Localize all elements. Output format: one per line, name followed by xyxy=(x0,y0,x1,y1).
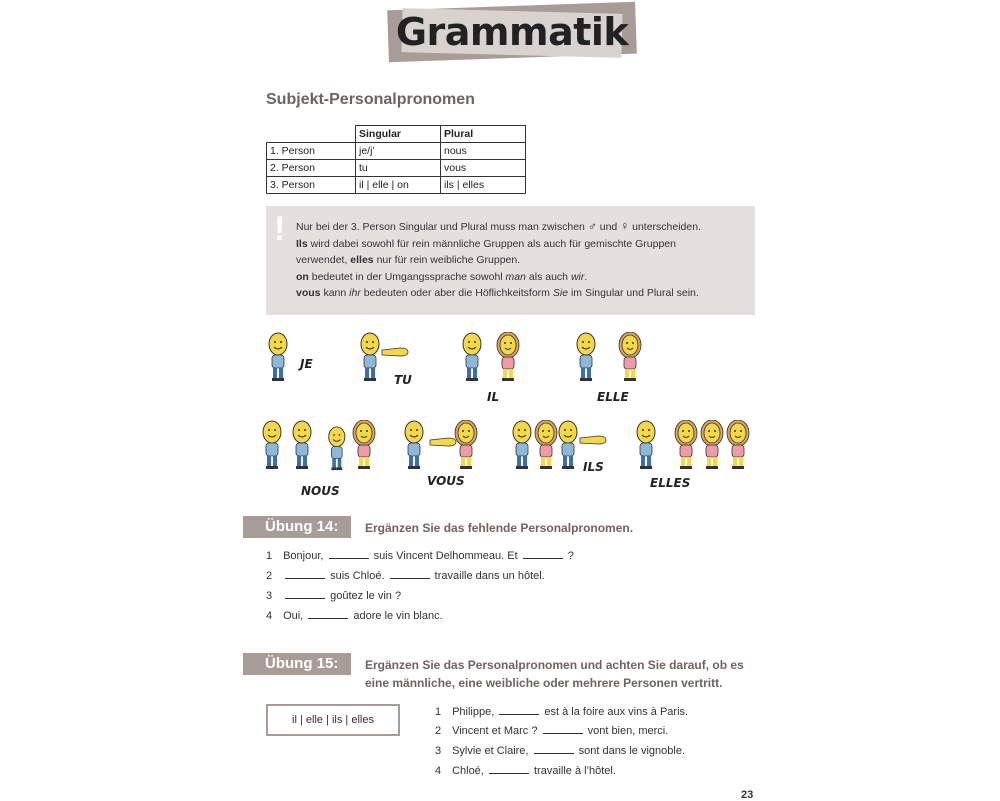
answer-blank[interactable] xyxy=(285,568,325,579)
title-banner xyxy=(388,6,636,58)
note-text-span: . xyxy=(584,270,588,283)
note-text-span: als auch xyxy=(528,270,569,283)
table-cell: tu xyxy=(356,160,441,177)
pronoun-label-tu: TU xyxy=(394,373,412,387)
table-row xyxy=(267,143,526,160)
table-row xyxy=(267,160,526,177)
answer-blank[interactable] xyxy=(523,548,563,559)
item-number: 2 xyxy=(266,570,273,582)
exercise-14-item-3 xyxy=(266,588,401,604)
section-title: Subjekt-Personalpronomen xyxy=(266,91,475,108)
note-italic: Sie xyxy=(552,287,569,299)
table-cell: je/j’ xyxy=(356,143,441,160)
exercise-14-instruction: Ergänzen Sie das fehlende Personalpronomen. xyxy=(365,521,634,535)
table-header-cell: Plural xyxy=(441,126,526,143)
female-symbol-icon: ♀ xyxy=(620,219,630,233)
note-text-span: bedeuten oder aber die Höflichkeitsform xyxy=(363,287,550,299)
pronoun-label-il: IL xyxy=(487,390,500,404)
note-keyword: on xyxy=(296,270,309,283)
note-keyword: Ils xyxy=(296,237,308,250)
answer-blank[interactable] xyxy=(329,548,369,559)
note-italic: man xyxy=(505,270,526,283)
note-line xyxy=(296,269,748,286)
figure-il xyxy=(460,332,524,388)
answer-blank[interactable] xyxy=(489,763,529,774)
instruction-line: Ergänzen Sie das Personalpronomen und achten Sie darauf, ob es xyxy=(365,658,744,672)
item-text: Oui, xyxy=(283,610,304,622)
item-text: travaille dans un hôtel. xyxy=(434,570,545,582)
item-text: goûtez le vin ? xyxy=(330,590,402,602)
answer-blank[interactable] xyxy=(390,568,430,579)
item-number: 4 xyxy=(435,765,442,777)
pronoun-label-elle: ELLE xyxy=(597,390,629,404)
word-bank-box: il | elle | ils | elles xyxy=(266,704,400,736)
pronoun-table xyxy=(266,125,526,194)
item-text: suis Chloé. xyxy=(330,570,385,582)
exercise-15-item-4 xyxy=(435,763,616,779)
answer-blank[interactable] xyxy=(308,608,348,619)
note-text-span: im Singular und Plural sein. xyxy=(570,287,699,299)
note-box xyxy=(266,206,755,315)
item-text: Philippe, xyxy=(452,706,495,718)
table-cell: il | elle | on xyxy=(356,177,441,194)
note-text-span: Nur bei der 3. Person Singular und Plural muss man zwischen xyxy=(296,221,585,233)
item-text: Chloé, xyxy=(452,765,484,777)
exercise-15-item-1 xyxy=(435,704,688,720)
table-cell: 2. Person xyxy=(267,160,356,177)
table-header-cell xyxy=(267,126,356,143)
table-header-cell: Singular xyxy=(356,126,441,143)
table-row xyxy=(267,177,526,194)
item-number: 1 xyxy=(435,706,442,718)
exercise-15-tab: Übung 15: xyxy=(243,653,351,675)
table-header-row xyxy=(267,126,526,143)
figure-je xyxy=(266,332,296,388)
answer-blank[interactable] xyxy=(285,588,325,599)
item-number: 4 xyxy=(266,610,273,622)
answer-blank[interactable] xyxy=(543,723,583,734)
item-text: ? xyxy=(567,550,574,562)
note-text-span: bedeutet in der Umgangssprache sowohl xyxy=(311,270,503,283)
figure-elles xyxy=(634,420,752,476)
item-text: Vincent et Marc ? xyxy=(452,725,538,737)
pronoun-label-je: JE xyxy=(300,357,313,371)
exclamation-icon: ! xyxy=(274,210,286,248)
pronoun-label-ils: ILS xyxy=(583,460,604,474)
item-text: Sylvie et Claire, xyxy=(452,745,529,757)
exercise-14-item-2 xyxy=(266,568,545,584)
item-number: 3 xyxy=(435,745,442,757)
exercise-14-tab: Übung 14: xyxy=(243,516,351,538)
note-text-span: verwendet, xyxy=(296,254,348,266)
answer-blank[interactable] xyxy=(534,743,574,754)
table-cell: 1. Person xyxy=(267,143,356,160)
item-text: Bonjour, xyxy=(283,550,324,562)
male-symbol-icon: ♂ xyxy=(587,219,597,233)
note-text-span: wird dabei sowohl für rein männliche Gruppen als auch für gemischte Gruppen xyxy=(310,237,676,250)
note-line xyxy=(296,218,748,236)
note-text-span: kann xyxy=(323,287,347,299)
item-number: 3 xyxy=(266,590,273,602)
figure-elle xyxy=(574,332,644,388)
item-text: est à la foire aux vins à Paris. xyxy=(544,706,689,718)
pronoun-label-nous: NOUS xyxy=(301,484,340,498)
item-text: suis Vincent Delhommeau. Et xyxy=(373,550,518,562)
exercise-14-item-4 xyxy=(266,608,443,624)
exercise-15-item-3 xyxy=(435,743,685,759)
note-line xyxy=(296,285,748,302)
note-line xyxy=(296,252,748,269)
item-text: vont bien, merci. xyxy=(587,725,669,737)
note-italic: wir xyxy=(570,270,585,283)
pronoun-label-elles: ELLES xyxy=(650,476,691,490)
note-text-span: nur für rein weibliche Gruppen. xyxy=(376,254,521,266)
table-cell: ils | elles xyxy=(441,177,526,194)
table-cell: 3. Person xyxy=(267,177,356,194)
exercise-15-instruction xyxy=(365,656,755,692)
exercise-15-item-2 xyxy=(435,723,668,739)
exercise-14-item-1 xyxy=(266,548,574,564)
page-title: Grammatik xyxy=(395,10,629,54)
answer-blank[interactable] xyxy=(499,704,539,715)
note-text xyxy=(296,218,748,302)
item-text: adore le vin blanc. xyxy=(353,610,443,622)
item-number: 1 xyxy=(266,550,273,562)
pronoun-label-vous: VOUS xyxy=(427,474,465,488)
note-text-span: unterscheiden. xyxy=(632,221,701,233)
table-cell: vous xyxy=(441,160,526,177)
note-keyword: elles xyxy=(350,254,374,266)
item-text: travaille à l’hôtel. xyxy=(533,765,616,777)
table-cell: nous xyxy=(441,143,526,160)
item-text: sont dans le vignoble. xyxy=(578,745,686,757)
note-keyword: vous xyxy=(296,287,321,299)
instruction-line: eine männliche, eine weibliche oder mehrere Personen vertritt. xyxy=(365,676,723,690)
note-italic: ihr xyxy=(349,287,361,299)
page-number: 23 xyxy=(741,789,754,801)
figure-vous xyxy=(402,420,482,476)
note-text-span: und xyxy=(599,221,618,233)
note-line xyxy=(296,236,748,253)
item-number: 2 xyxy=(435,725,442,737)
figure-nous xyxy=(260,420,382,476)
